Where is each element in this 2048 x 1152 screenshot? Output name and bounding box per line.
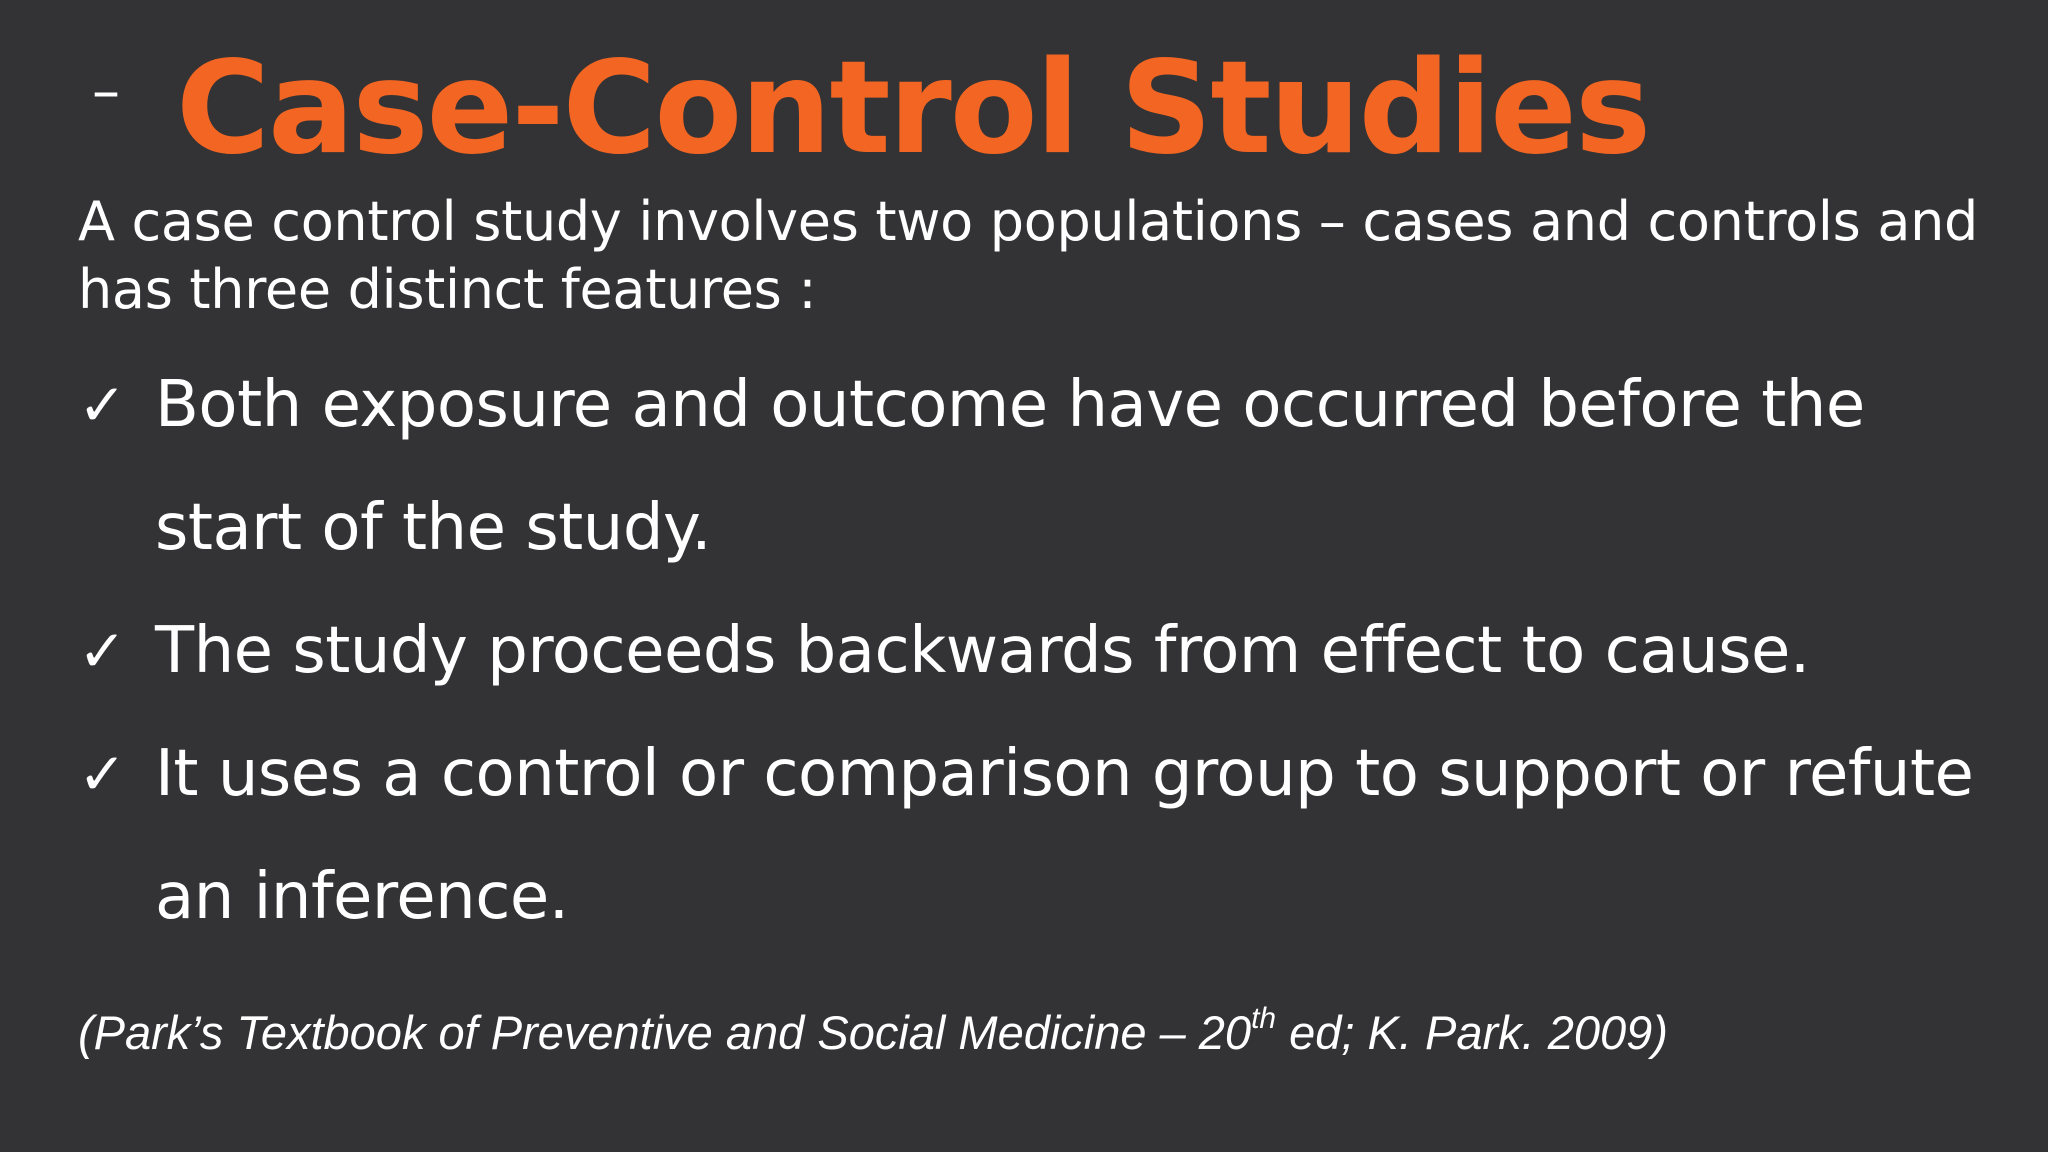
- list-item-line: an inference.: [155, 860, 569, 934]
- list-item: [78, 344, 1998, 590]
- slide-title: Case-Control Studies: [176, 34, 1650, 183]
- list-item-line: Both exposure and outcome have occurred before the: [155, 368, 1865, 442]
- citation-text-end: ed; K. Park. 2009): [1276, 1006, 1668, 1059]
- feature-list: [78, 344, 1998, 959]
- checkmark-icon: ✓: [78, 617, 127, 685]
- citation-superscript: th: [1251, 1002, 1277, 1036]
- intro-line: has three distinct features :: [78, 258, 817, 321]
- intro-paragraph: [78, 188, 1998, 324]
- list-item: [78, 713, 1998, 959]
- list-item-line: start of the study.: [155, 491, 712, 565]
- list-item-line: It uses a control or comparison group to support or refute: [155, 737, 1974, 811]
- checkmark-icon: ✓: [78, 740, 127, 808]
- intro-line: A case control study involves two populations – cases and controls and: [78, 190, 1979, 253]
- citation-text: (Park’s Textbook of Preventive and Social Medicine – 20: [78, 1006, 1252, 1059]
- citation: [78, 998, 1668, 1068]
- list-item: [78, 590, 1998, 713]
- title-dash: –: [92, 59, 120, 124]
- checkmark-icon: ✓: [78, 371, 127, 439]
- list-item-line: The study proceeds backwards from effect to cause.: [155, 614, 1810, 688]
